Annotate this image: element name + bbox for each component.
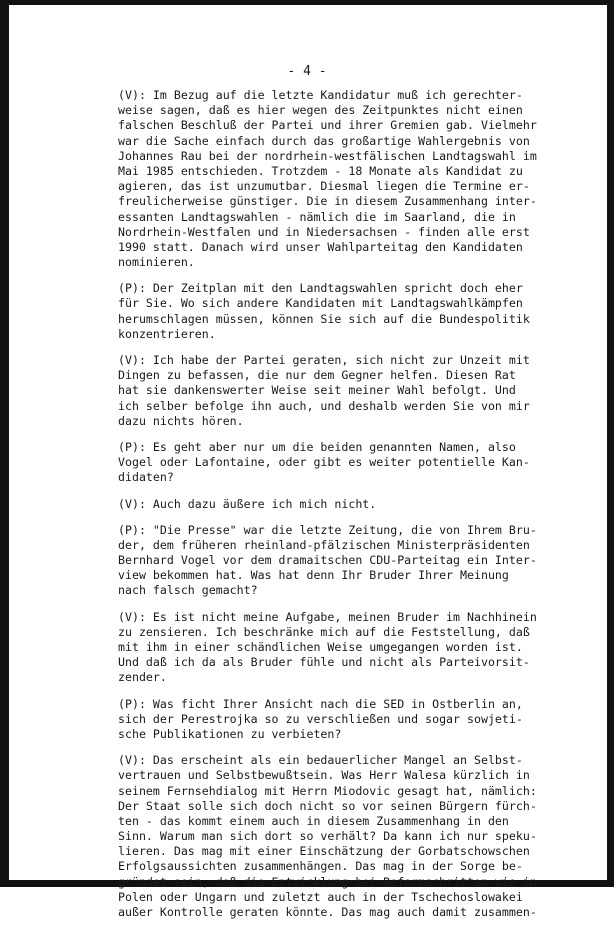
text-line: außer Kontrolle geraten könnte. Das mag auch damit zusammen- — [118, 905, 537, 919]
text-line: Nordrhein-Westfalen und in Niedersachsen - finden alle erst — [118, 224, 530, 239]
text-line: (P): Was ficht Ihrer Ansicht nach die SED in Ostberlin an, — [118, 696, 523, 711]
text-line: Johannes Rau bei der nordrhein-westfälischen Landtagswahl im — [118, 148, 537, 163]
text-line: hat sie dankenswerter Weise seit meiner Wahl befolgt. Und — [118, 383, 516, 398]
scan-border-top — [0, 0, 614, 5]
text-line: für Sie. Wo sich andere Kandidaten mit Landtagswahlkämpfen — [118, 296, 523, 311]
text-line: zu zensieren. Ich beschränke mich auf die Feststellung, daß — [118, 624, 530, 639]
text-line: gründet sein, daß die Entwicklung bei Reformschritten wie in — [118, 874, 537, 889]
interview-paragraph — [118, 753, 566, 920]
text-line: dazu nichts hören. — [118, 413, 244, 428]
scan-border-right — [607, 0, 614, 887]
text-line: agieren, das ist unzumutbar. Diesmal liegen die Termine er- — [118, 179, 530, 194]
text-line: view bekommen hat. Was hat denn Ihr Bruder Ihrer Meinung — [118, 568, 509, 583]
text-line: sche Publikationen zu verbieten? — [118, 726, 342, 741]
text-line: zender. — [118, 670, 167, 685]
text-line: (V): Das erscheint als ein bedauerlicher Mangel an Selbst- — [118, 753, 523, 768]
interview-paragraph — [118, 440, 566, 486]
interview-paragraph — [118, 88, 566, 270]
text-line: Der Staat solle sich doch nicht so vor seinen Bürgern fürch- — [118, 798, 537, 813]
text-line: (V): Ich habe der Partei geraten, sich nicht zur Unzeit mit — [118, 353, 530, 367]
text-line: mit ihm in einer schändlichen Weise umgegangen worden ist. — [118, 640, 523, 654]
text-line: seinem Fernsehdialog mit Herrn Miodovic gesagt hat, nämlich: — [118, 783, 537, 798]
text-line: war die Sache einfach durch das großartige Wahlergebnis von — [118, 133, 530, 148]
text-line: falschen Beschluß der Partei und ihrer Gremien gab. Vielmehr — [118, 118, 537, 133]
text-line: herumschlagen müssen, können Sie sich auf die Bundespolitik — [118, 311, 530, 326]
text-line: freulicherweise günstiger. Die in diesem Zusammenhang inter- — [118, 194, 537, 209]
text-line: lieren. Das mag mit einer Einschätzung der Gorbatschowschen — [118, 844, 530, 859]
scan-border-left — [0, 0, 9, 887]
interview-paragraph — [118, 523, 566, 599]
interview-paragraph — [118, 610, 566, 686]
text-line: konzentrieren. — [118, 326, 216, 341]
text-line: sich der Perestrojka so zu verschließen und sogar sowjeti- — [118, 711, 523, 726]
text-line: Sinn. Warum man sich dort so verhält? Da kann ich nur speku- — [118, 829, 537, 844]
text-line: (V): Es ist nicht meine Aufgabe, meinen Bruder im Nachhinein — [118, 609, 537, 624]
interview-paragraph — [118, 697, 566, 743]
text-line: essanten Landtagswahlen - nämlich die im Saarland, die in — [118, 209, 516, 224]
text-line: Polen oder Ungarn und zuletzt auch in der Tschechoslowakei — [118, 889, 523, 904]
text-line: (P): Es geht aber nur um die beiden genannten Namen, also — [118, 439, 516, 454]
page-number: - 4 - — [287, 64, 327, 79]
text-line: Mai 1985 entschieden. Trotzdem - 18 Monate als Kandidat zu — [118, 163, 523, 178]
interview-paragraph — [118, 281, 566, 342]
text-line: Erfolgsaussichten zusammenhängen. Das mag in der Sorge be- — [118, 859, 523, 874]
text-line: Bernhard Vogel vor dem dramaitschen CDU-Parteitag ein Inter- — [118, 553, 537, 568]
interview-text — [118, 88, 566, 931]
text-line: Vogel oder Lafontaine, oder gibt es weiter potentielle Kan- — [118, 455, 530, 470]
text-line: 1990 statt. Danach wird unser Wahlparteitag den Kandidaten — [118, 239, 523, 254]
interview-paragraph — [118, 353, 566, 429]
text-line: ich selber befolge ihn auch, und deshalb werden Sie von mir — [118, 398, 530, 413]
text-line: nominieren. — [118, 255, 195, 270]
text-line: (V): Auch dazu äußere ich mich nicht. — [118, 496, 377, 511]
text-line: Und daß ich da als Bruder fühle und nicht als Parteivorsit- — [118, 655, 530, 670]
text-line: didaten? — [118, 470, 174, 485]
text-line: (V): Im Bezug auf die letzte Kandidatur muß ich gerechter- — [118, 88, 523, 102]
text-line: Dingen zu befassen, die nur dem Gegner helfen. Diesen Rat — [118, 368, 516, 383]
text-line: (P): Der Zeitplan mit den Landtagswahlen spricht doch eher — [118, 281, 523, 296]
text-line: ten - das kommt einem auch in diesem Zusammenhang in den — [118, 813, 509, 828]
text-line: weise sagen, daß es hier wegen des Zeitpunktes nicht einen — [118, 103, 523, 118]
text-line: vertrauen und Selbstbewußtsein. Was Herr Walesa kürzlich in — [118, 768, 530, 783]
interview-paragraph — [118, 497, 566, 512]
text-line: der, dem früheren rheinland-pfälzischen Ministerpräsidenten — [118, 537, 530, 552]
text-line: (P): "Die Presse" war die letzte Zeitung, die von Ihrem Bru- — [118, 522, 537, 537]
text-line: nach falsch gemacht? — [118, 583, 258, 598]
